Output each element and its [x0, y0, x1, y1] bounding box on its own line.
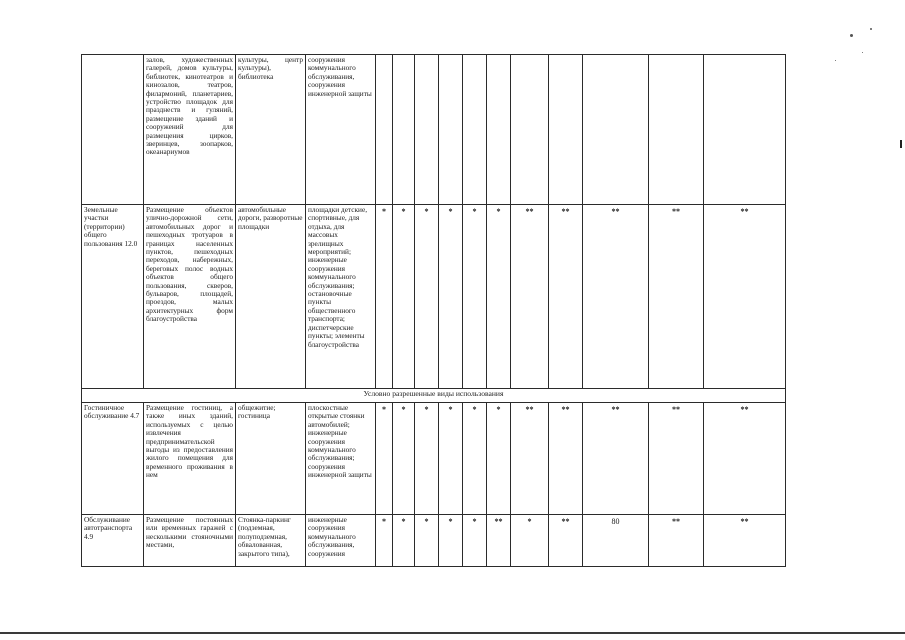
param-mark: [393, 55, 415, 205]
param-mark: *: [487, 403, 511, 515]
param-mark: **: [549, 403, 583, 515]
param-mark: *: [376, 515, 393, 567]
param-mark: **: [583, 205, 649, 389]
section-header-row: [82, 389, 786, 403]
table-row: [82, 205, 786, 389]
param-mark: [463, 55, 487, 205]
param-mark: [439, 55, 463, 205]
param-mark: *: [376, 403, 393, 515]
use-description-cell: Размещение объектов улично-дорожной сети, автомобильных дорог и пешеходных тротуаров в границах населенных пунктов, пешеходных переходов, набережных, береговых полос водных объектов общего пользования, скверов, бульваров, площадей, проездов, малых архитектурных форм благоустройства: [144, 205, 236, 389]
param-mark: *: [439, 515, 463, 567]
spacer-cell: [376, 55, 393, 205]
param-mark: *: [487, 205, 511, 389]
param-mark: **: [649, 205, 704, 389]
param-mark: [583, 55, 649, 205]
auxiliary-objects-cell: плоскостные открытые стоянки автомобилей; инженерные сооружения коммунального обслуживания; сооружения инженерной защиты: [306, 403, 376, 515]
param-mark: [549, 55, 583, 205]
use-name-cell: Обслуживание автотранспорта 4.9: [82, 515, 144, 567]
main-objects-cell: автомобильные дороги, разворотные площадки: [236, 205, 306, 389]
param-mark: **: [549, 205, 583, 389]
param-mark: **: [549, 515, 583, 567]
param-mark: *: [415, 403, 439, 515]
use-name-cell: Гостиничное обслуживание 4.7: [82, 403, 144, 515]
param-mark: *: [415, 205, 439, 389]
param-mark: *: [439, 403, 463, 515]
scan-speck: [835, 60, 836, 61]
scan-speck: [850, 34, 853, 37]
param-mark: **: [704, 515, 786, 567]
param-mark: [415, 55, 439, 205]
param-mark: *: [376, 205, 393, 389]
section-title: Условно разрешенные виды использования: [82, 389, 786, 403]
auxiliary-objects-cell: площадки детские, спортивные, для отдыха, для массовых зрелищных мероприятий; инженерные сооружения коммунального обслуживания; остановочные пункты общественного транспорта; диспетчерские пункты; элементы благоустройства: [306, 205, 376, 389]
use-description-cell: Размещение гостиниц, а также иных зданий, используемых с целью извлечения предпринимательской выгоды из предоставления жилого помещения для временного проживания в нем: [144, 403, 236, 515]
table-row: [82, 515, 786, 567]
param-mark: [649, 55, 704, 205]
param-mark: **: [511, 205, 549, 389]
param-value: 80: [583, 515, 649, 567]
param-mark: **: [704, 205, 786, 389]
param-mark: *: [511, 515, 549, 567]
use-name-cell: Земельные участки (территории) общего пользования 12.0: [82, 205, 144, 389]
scan-speck: [862, 52, 863, 53]
permitted-use-table: [81, 54, 786, 567]
param-mark: *: [463, 403, 487, 515]
param-mark: *: [393, 515, 415, 567]
scan-mark: [900, 140, 902, 148]
param-mark: **: [704, 403, 786, 515]
page-bottom-edge: [0, 632, 905, 634]
param-mark: *: [439, 205, 463, 389]
param-mark: [704, 55, 786, 205]
use-description-cell: залов, художественных галерей, домов культуры, библиотек, кинотеатров и кинозалов, театров, филармоний, планетариев, устройство площадок для празднеств и гуляний, размещение зданий и сооружений для размещения цирков, зверинцев, зоопарков, океанариумов: [144, 55, 236, 205]
param-mark: **: [649, 403, 704, 515]
param-mark: *: [393, 403, 415, 515]
param-mark: **: [583, 403, 649, 515]
main-objects-cell: культуры, центр культуры), библиотека: [236, 55, 306, 205]
param-mark: **: [649, 515, 704, 567]
main-objects-cell: Стоянка-паркинг (подземная, полуподземная, обвалованная, закрытого типа),: [236, 515, 306, 567]
param-mark: **: [511, 403, 549, 515]
param-mark: *: [463, 515, 487, 567]
param-mark: [487, 55, 511, 205]
auxiliary-objects-cell: инженерные сооружения коммунального обслуживания, сооружения: [306, 515, 376, 567]
use-description-cell: Размещение постоянных или временных гаражей с несколькими стояночными местами,: [144, 515, 236, 567]
param-mark: *: [415, 515, 439, 567]
param-mark: [511, 55, 549, 205]
auxiliary-objects-cell: сооружения коммунального обслуживания, сооружения инженерной защиты: [306, 55, 376, 205]
scan-speck: [870, 28, 872, 30]
main-objects-cell: общежитие; гостиница: [236, 403, 306, 515]
table-row: [82, 55, 786, 205]
param-mark: **: [487, 515, 511, 567]
param-mark: *: [393, 205, 415, 389]
use-name-cell: [82, 55, 144, 205]
param-mark: *: [463, 205, 487, 389]
table-row: [82, 403, 786, 515]
